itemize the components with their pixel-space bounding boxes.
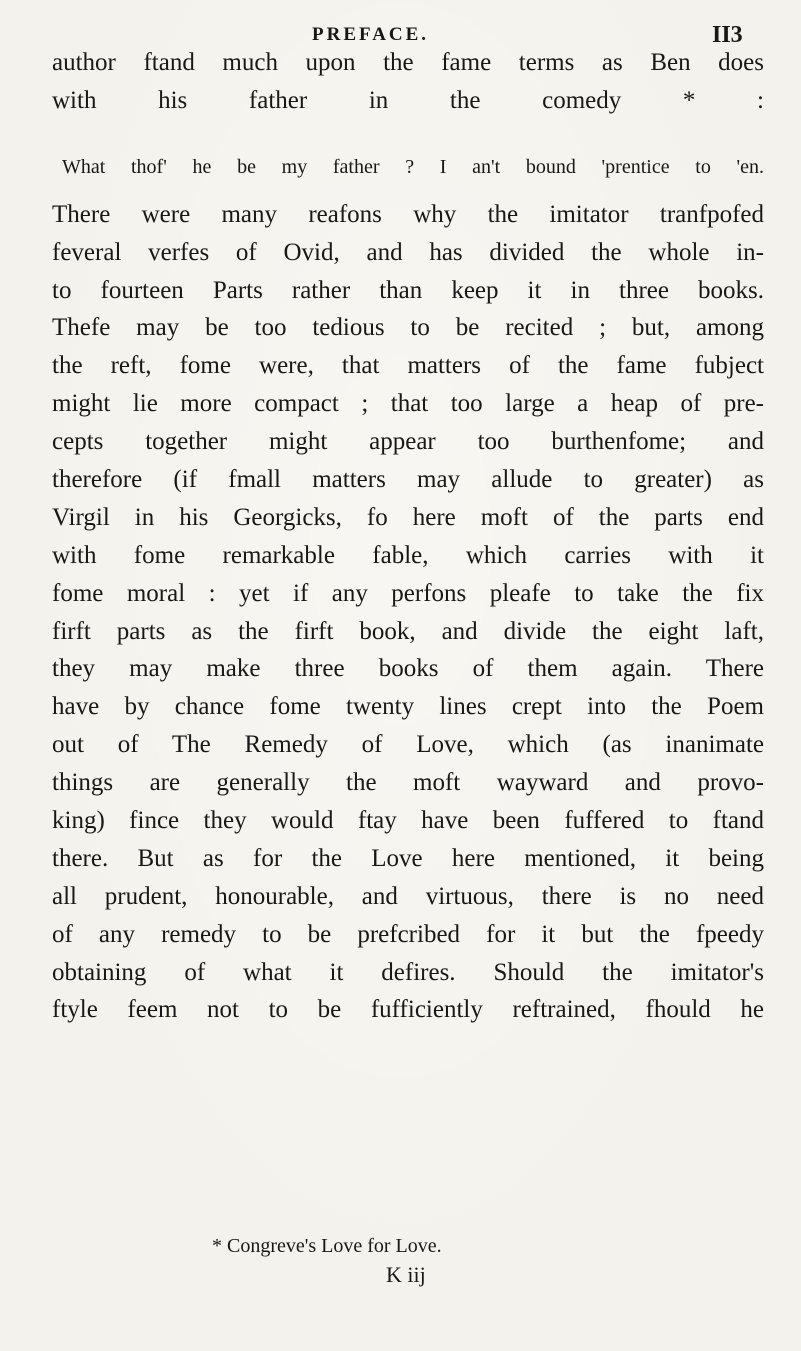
text-line: therefore (if fmall matters may allude to greater) as [52,466,764,494]
text-line: fome moral : yet if any perfons pleafe to take the fix [52,579,764,607]
running-title: PREFACE. [312,24,430,45]
page-number: II3 [712,22,743,48]
text-line: There were many reafons why the imitator tranfpofed [52,200,764,228]
text-line: of any remedy to be prefcribed for it but the fpeedy [52,920,764,948]
footnote: * Congreve's Love for Love. [212,1235,442,1257]
text-line: obtaining of what it defires. Should the imitator's [52,958,764,986]
verse-quotation: What thof' he be my father ? I an't bound 'prentice to 'en. [62,155,764,178]
text-line: things are generally the moft wayward and provo- [52,769,764,797]
text-line: king) fince they would ftay have been fuffered to ftand [52,807,764,835]
text-line: there. But as for the Love here mentioned, it being [52,844,764,872]
text-line: Thefe may be too tedious to be recited ; but, among [52,314,764,342]
text-line: they may make three books of them again. There [52,655,764,683]
text-line: might lie more compact ; that too large a heap of pre- [52,390,764,418]
text-line: ftyle feem not to be fufficiently reftrained, fhould he [52,996,764,1024]
text-line: author ftand much upon the fame terms as Ben does [52,49,764,76]
text-line: feveral verfes of Ovid, and has divided the whole in- [52,238,764,266]
text-line: cepts together might appear too burthenfome; and [52,428,764,456]
text-line: the reft, fome were, that matters of the fame fubject [52,352,764,380]
text-line: firft parts as the firft book, and divide the eight laft, [52,617,764,645]
text-line: with fome remarkable fable, which carries with it [52,541,764,569]
body-text [52,44,764,1029]
text-line: out of The Remedy of Love, which (as inanimate [52,731,764,759]
text-line: with his father in the comedy * : [52,86,764,114]
text-line: all prudent, honourable, and virtuous, there is no need [52,882,764,910]
signature-mark: K iij [386,1262,426,1287]
text-line: have by chance fome twenty lines crept into the Poem [52,693,764,721]
text-line: Virgil in his Georgicks, fo here moft of the parts end [52,503,764,531]
text-line: to fourteen Parts rather than keep it in three books. [52,276,764,304]
